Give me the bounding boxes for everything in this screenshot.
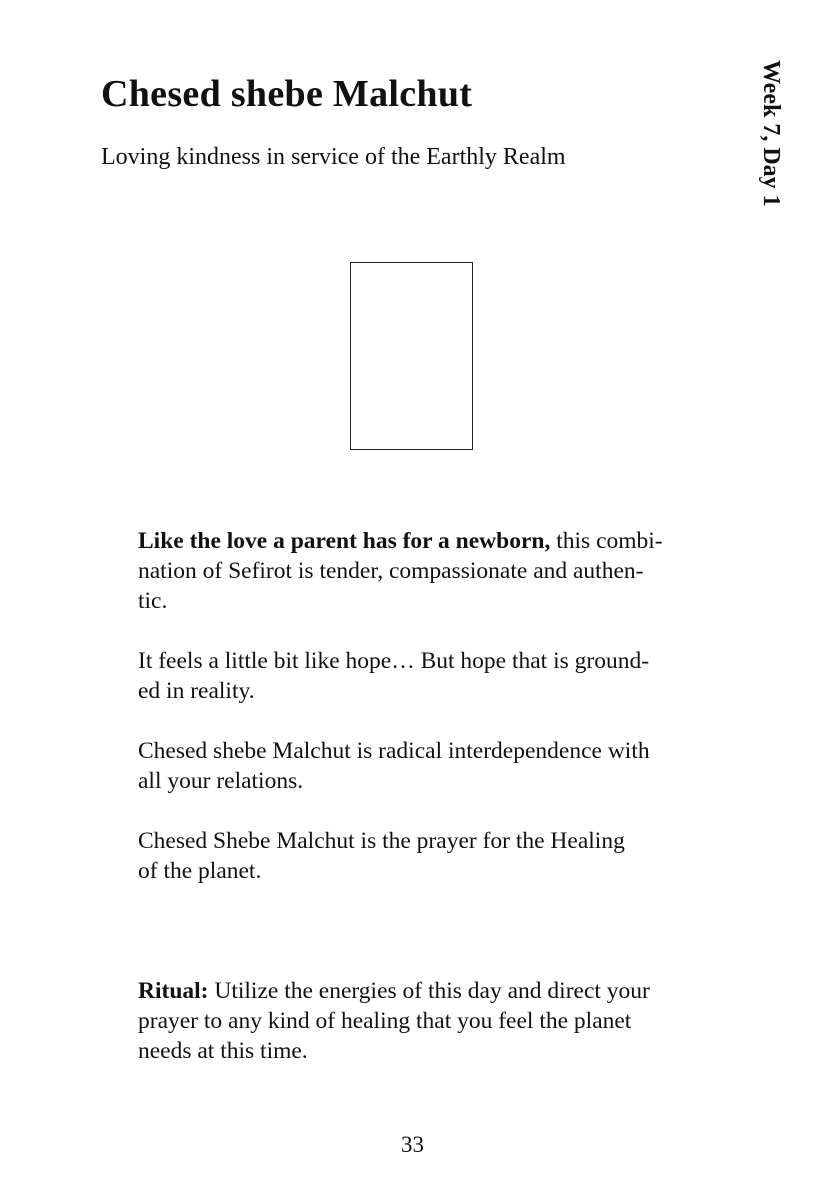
week-day-label <box>750 60 784 220</box>
ritual-text: prayer to any kind of healing that you feel the planet <box>138 1008 632 1034</box>
ritual-label: Ritual: <box>138 978 209 1004</box>
paragraph-text: nation of Sefirot is tender, compassionate and authen- <box>138 558 644 584</box>
paragraph-text: of the planet. <box>138 858 262 884</box>
paragraph-text: this combi- <box>550 528 663 554</box>
paragraph-newborn <box>138 526 698 616</box>
paragraph-hope <box>138 646 698 706</box>
ritual-text: Utilize the energies of this day and direct your <box>208 978 650 1004</box>
paragraph-interdependence <box>138 736 698 796</box>
week-day-label-text: Week 7, Day 1 <box>758 60 784 207</box>
paragraph-healing-prayer <box>138 826 698 886</box>
paragraph-lead-bold: Like the love a parent has for a newborn, <box>138 528 551 554</box>
image-placeholder-frame <box>350 262 473 450</box>
page-title: Chesed shebe Malchut <box>101 73 473 115</box>
page-subtitle: Loving kindness in service of the Earthly Realm <box>101 144 566 170</box>
page-number: 33 <box>401 1132 424 1157</box>
paragraph-text: It feels a little bit like hope… But hope that is ground- <box>138 648 650 674</box>
ritual-paragraph <box>138 976 698 1066</box>
ritual-text: needs at this time. <box>138 1038 308 1064</box>
paragraph-text: Chesed Shebe Malchut is the prayer for the Healing <box>138 828 625 854</box>
paragraph-text: all your relations. <box>138 768 304 794</box>
paragraph-text: tic. <box>138 588 168 614</box>
paragraph-text: Chesed shebe Malchut is radical interdependence with <box>138 738 650 764</box>
paragraph-text: ed in reality. <box>138 678 255 704</box>
